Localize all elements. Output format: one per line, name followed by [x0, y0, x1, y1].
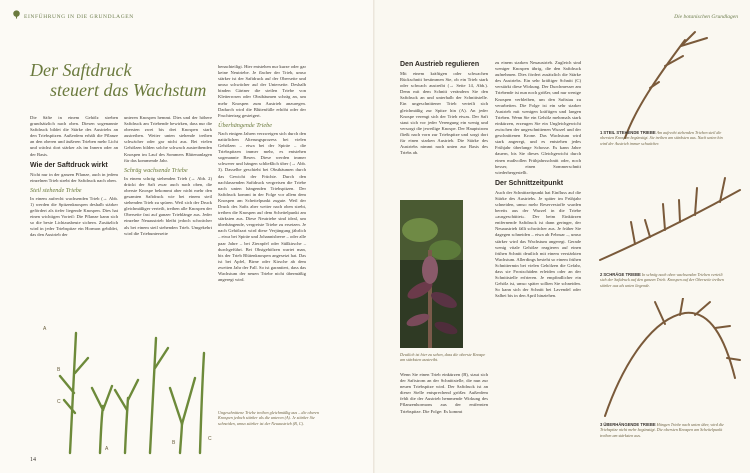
intro-text: Die Säfte in einem Gehölz streben grundsätzlich nach oben. Diesen sogenannte Saftdruck bildet die Stärke des Austriebs an den Triebspitzen. Außerdem erhält die Pflanze an den oberen und äußeren Trieben mehr Licht und wächst dort stärker als im Innern oder an der Basis. — [30, 115, 118, 157]
side-caption-3-num: 3 — [600, 422, 603, 427]
figure-caption: Ungeschnittene Triebe treiben gleichmäßig aus – die oberen Knospen jedoch stärker als die unteren (A). Je stärker Sie schneiden, umso stärker ist der Neuaustrieb (B, C). — [218, 410, 319, 426]
text-steil: In einem aufrecht wachsenden Trieb (→ Abb. 1) werden die Spitzenknospen deshalb stärker gefördert als tiefer liegende Knospen. Dies hat einen wichtigen Vorteil: Die Pflanze kann sich so die beste Lichtausbeute sichern. Zusätzlich wird in jeder Triebspitze ein Hormon gebildet, das den Austrieb der — [30, 195, 118, 238]
side-caption-3-title: ÜBERHÄNGENDE TRIEBE — [603, 422, 656, 427]
side-caption-1 — [600, 130, 725, 146]
label-c2: C — [208, 436, 212, 442]
heading-steil: Steil stehende Triebe — [30, 186, 82, 194]
heading-schnitt: Der Schnittzeitpunkt — [495, 179, 564, 187]
column-3 — [218, 64, 306, 283]
text-col3a: benachteiligt. Hier entstehen nur kurze oder gar keine Neutriebe. Je flacher der Trieb, umso stärker ist der Saftdruck auf der Oberseite und umso schwächer auf der Unterseite. Deshalb binden Gärtner die steilen Triebe von Kletterrosen oder Obstbäumen schräg an, um mehr Knospen zum Austrieb anzuregen. Dadurch wird die Blütenfülle erhöht oder der Fruchtertrag gesteigert. — [218, 64, 306, 118]
running-head-left: EINFÜHRUNG IN DIE GRUNDLAGEN — [24, 14, 134, 20]
running-head-right: Die botanischen Grundlagen — [674, 14, 738, 20]
text-wenn: Wenn Sie einen Trieb einkürzen (B), staut sich der Saftstrom an der Schnittstelle, die nun zur neuen Triebspitze wird. Der Saftdruck ist an dieser Stelle entsprechend größer. Außerdem fehlt die der Austrieb hemmende Wirkung des Pflanzenhormons aus der entfernten Triebspitze. Die Folge: Es kommt — [400, 372, 488, 414]
label-a1: A — [43, 326, 47, 332]
tree-icon — [12, 10, 21, 19]
branch-illustration — [30, 318, 215, 458]
side-caption-2-text: In schräg nach oben wachsenden Trieben verteilt sich der Saftdruck auf den ganzen Trieb. Knospen auf der Oberseite treiben stärker aus als unten liegende. — [600, 272, 724, 288]
r-column-1b — [400, 372, 488, 415]
side-caption-3-text: Hängen Triebe nach unten über, wird die Triebspitze nicht mehr begünstigt. Die obersten Knospen am Scheitelpunkt treiben am stärksten aus. — [600, 422, 724, 438]
label-b2: B — [172, 440, 176, 446]
text-col2: zu einem starken Neuaustrieb. Zugleich sind weniger Knospen übrig, die den Saftdruck aufnehmen. Dies fördert zusätzlich die Stärke des Austriebs. Ein sehr kräftiger Schnitt (C) verstärkt diese Wirkung. Der Durchmesser am Triebende ist nun noch größer, und nur wenige Knospen verbleiben, um den Saftstau zu verarbeiten. Die Folge ist ein sehr starker Austrieb mit wenigen kräftigen und langen Trieben. Wenn Sie ein Gehölz mehrmals stark einkürzen, erzeugen Sie ein Ungleichgewicht zwischen der ungeschnittenen Wurzel und der geschnittenen Krone. Das Wachstum wird stark angeregt, und es entstehen jedes Frühjahr überlange Schosse. Es kann Jahre dauern, bis Sie dieses Gleichgewicht durch einen maßvollen Frühjahrsschnitt oder, noch besser, einen Sommerschnitt wiederhergestellt. — [495, 60, 581, 175]
label-b1: B — [57, 367, 61, 373]
illustration-schraeg — [595, 160, 745, 270]
text-col2a: unteren Knospen hemmt. Dies und der höhere Saftdruck am Triebende bewirken, dass nur die obersten zwei bis drei Knospen stark austreiben. Weiter unten stehende treiben schwächer oder gar nicht aus. Bei vielen Gehölzen bilden solche schwach austreibenden Knospen im Lauf des Sommers Blütenanlagen für das kommende Jahr. — [124, 115, 212, 163]
page-title — [30, 60, 206, 100]
side-caption-1-num: 1 — [600, 130, 603, 135]
text-austrieb: Mit einem kräftigen oder schwachen Rückschnitt bestimmen Sie, ob ein Trieb stark oder schwach austreibt (→ Seite 14, Abb.). Denn mit dem Schnitt verändern Sie den Saftdruck an und unterhalb der Schnittstelle. Ein ungeschnittener Trieb verteilt sich gleichmäßig zur Spitze hin (A). An jeder Knospe verengt sich der Trieb etwas. Der Saft staut sich vor jeder Verengung ein wenig und versorgt die jeweilige Knospe. Der Hauptstrom fließt nach vorn zur Triebspitze und sorgt dort für einen starken Austrieb. Die Stärke des Austriebs nimmt nach unten zur Basis des Triebs ab. — [400, 71, 488, 156]
column-2 — [124, 115, 212, 237]
plant-photo — [400, 200, 463, 348]
illustration-ueberhaengend — [595, 298, 745, 418]
text-schraeg: In einem schräg stehenden Trieb (→ Abb. 2) drückt der Saft zwar auch nach oben, die oberste Knospe bekommt aber nicht mehr den gesamten Saftdruck wie bei einem steil stehenden Trieb zu spüren. Weil sich der Druck gleichmäßiger verteilt, treiben alle Knospen der Oberseite fast auf ganzer Trieblänge aus. Jeder einzelne Neuaustrieb bleibt jedoch schwächer als bei einem steil stehenden Trieb. Umgekehrt wird die Triebunterseite — [124, 175, 212, 236]
column-1 — [30, 115, 118, 239]
headline-line-2: steuert das Wachstum — [50, 80, 207, 100]
label-c1: C — [57, 399, 61, 405]
text-wie: Nicht nur in der ganzen Pflanze, auch in jedem einzelnen Trieb strebt der Saftdruck nach oben. — [30, 171, 118, 183]
plant-photo-image — [400, 200, 463, 348]
side-caption-2-num: 2 — [600, 272, 603, 277]
heading-schraeg: Schräg wachsende Triebe — [124, 166, 188, 174]
side-caption-2-title: SCHRÄGE TRIEBE — [603, 272, 641, 277]
photo-caption: Deutlich ist hier zu sehen, dass die oberste Knospe am stärksten austreibt. — [400, 352, 486, 363]
label-a2: A — [105, 446, 109, 452]
side-caption-1-text: Am aufrecht stehenden Trieben steil die obersten Knospen begünstigt. Sie treiben am stärksten aus. Nach unten hin wird der Austrieb immer schwächer. — [600, 130, 723, 146]
side-caption-3 — [600, 422, 725, 438]
illustration-steil — [595, 30, 745, 140]
heading-wie: Wie der Saftdruck wirkt — [30, 161, 108, 169]
heading-austrieb: Den Austrieb regulieren — [400, 61, 480, 68]
page-number: 14 — [30, 457, 36, 463]
heading-ueber: Überhängende Triebe — [218, 121, 273, 129]
text-schnitt: Auch der Schnittzeitpunkt hat Einfluss auf die Stärke des Austriebs. Je später im Frühjahr schneiden, umso mehr Reservestoffe wurden bereits aus der Wurzel in die Triebe »ausgeschüttet«. Der beim Einkürzen entfernende Saftdruck ist dann geringer, der Neuaustrieb fällt schwächer aus. Je früher Sie dagegen schneiden – etwa ab Februar –, umso stärker wird das Wachstum angeregt. Gerade wenig vitale Gehölze reagieren auf einen frühen Schnitt deutlich mit einem verstärkten Wachstum. Allerdings besteht so einem frühen Schnittermin bei vielen Gehölzen die Gefahr, dass sie Frostschäden erleiden oder an der Schnittstelle erfrieren. Je empfindlicher ein Gehölz ist, umso später sollten Sie schneiden. So kann sich der Schnitt bei Lavendel oder Salbei bis in den April hinziehen. — [495, 189, 581, 299]
side-caption-2 — [600, 272, 725, 288]
side-caption-1-title: STEIL STEHENDE TRIEBE — [603, 130, 656, 135]
headline-line-1: Der Saftdruck — [30, 60, 132, 80]
text-ueber: Nach einigen Jahren verzweigen sich durch den natürlichen Alterungsprozess bei vielen Gehölzen – etwa bei der Spiräe – die Triebspitzen immer mehr, es entstehen sogenannte Besen. Diese werden immer schwerer und hängen schließlich über (→ Abb. 3). Dasselbe geschieht bei Obstbäumen durch das Gewicht der Früchte. Durch den nachlassenden Saftdruck vergreisen die Triebe nach unten hängenden Triebspitzen. Der Saftdruck kommt in der Folge vor allem dem Knospen am Scheitelpunkt zugute. Weil der Druck des Safts aber weiter nach oben strebt, treiben die Knospen auf dem Scheitelpunkt am stärksten aus. Diese Neutriebe sind ideal, um überhängende, vergreiste Triebe zu ersetzen. Je nach Gehölzart wird diese Verjüngung jährlich – etwa bei Spiräe und Johannisbeere – oder alle paar Jahre – bei Zierapfel oder Süßkirsche – durchgeführt. Bei Obstgehölzen wartet man, bis der Trieb Blütenknospen angesetzt hat. Das ist bei Apfel, Birne oder Kirsche ab dem zweiten Jahr der Fall. So ist garantiert, dass das Wachstum der neuen Triebe nicht übermäßig angeregt wird. — [218, 130, 306, 283]
r-column-2 — [495, 60, 581, 299]
r-column-1 — [400, 60, 488, 156]
